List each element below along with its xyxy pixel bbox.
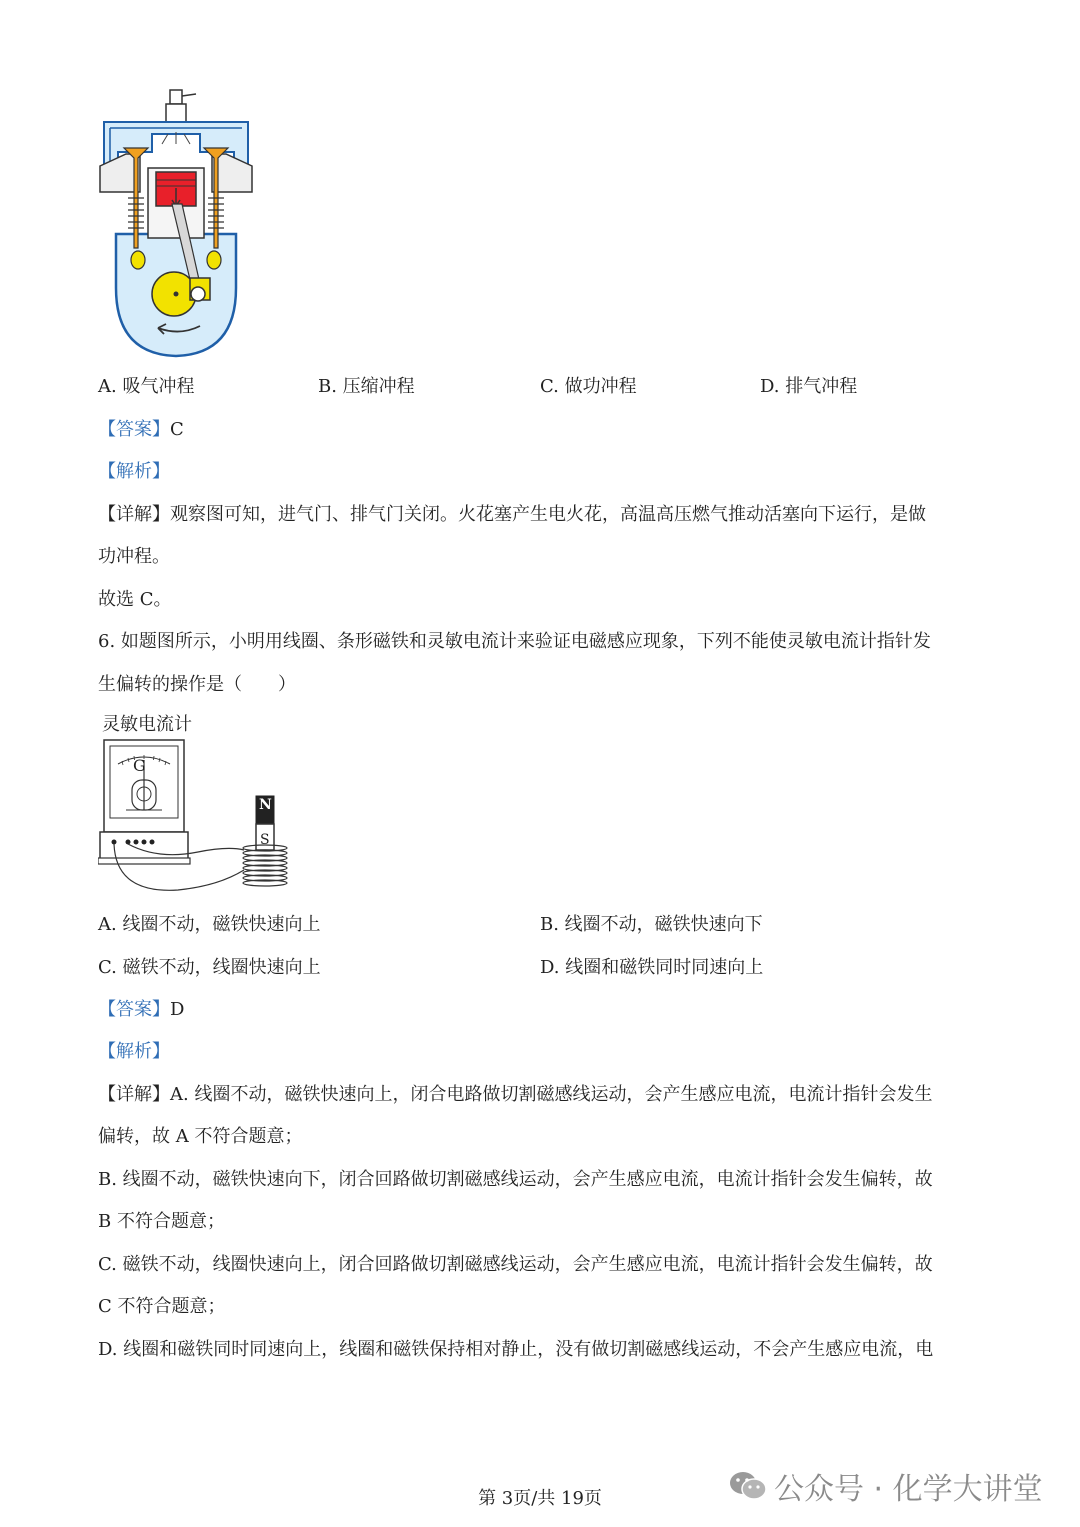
q6-analysis-tag: 【解析】: [98, 1041, 170, 1062]
galvanometer-diagram: [98, 734, 294, 896]
q5-option-d: D. 排气冲程: [760, 376, 858, 397]
q5-conclusion: 故选 C。: [98, 589, 172, 610]
galvanometer-letter: G: [133, 756, 146, 775]
q5-option-b: B. 压缩冲程: [318, 376, 415, 397]
q6-detail-2: 偏转，故 A 不符合题意；: [98, 1126, 303, 1147]
q5-option-a: A. 吸气冲程: [98, 376, 195, 397]
q6-question-1: 6. 如题图所示，小明用线圈、条形磁铁和灵敏电流计来验证电磁感应现象，下列不能使灵敏电流计指针发: [98, 631, 931, 652]
q5-detail-2: 功冲程。: [98, 546, 170, 567]
magnet-south-label: S: [260, 832, 270, 848]
q5-answer-tag: 【答案】: [98, 419, 170, 440]
q5-answer-line: [98, 419, 184, 441]
q6-question-2: 生偏转的操作是（ ）: [98, 674, 296, 695]
q5-detail-1: 【详解】观察图可知，进气门、排气门关闭。火花塞产生电火花，高温高压燃气推动活塞向下运行，是做: [98, 504, 926, 525]
q6-answer-tag: 【答案】: [98, 999, 170, 1020]
q6-answer-line: [98, 999, 184, 1021]
watermark-text: 公众号 · 化学大讲堂: [774, 1472, 1043, 1507]
q6-detail-5: C. 磁铁不动，线圈快速向上，闭合回路做切割磁感线运动，会产生感应电流，电流计指针会发生偏转，故: [98, 1254, 933, 1275]
engine-diagram: [96, 88, 256, 360]
wechat-icon: [728, 1470, 768, 1502]
q6-detail-7: D. 线圈和磁铁同时同速向上，线圈和磁铁保持相对静止，没有做切割磁感线运动，不会产生感应电流，电: [98, 1339, 934, 1360]
q6-detail-4: B 不符合题意；: [98, 1211, 225, 1232]
q6-option-c: C. 磁铁不动，线圈快速向上: [98, 957, 321, 978]
q6-detail-6: C 不符合题意；: [98, 1296, 226, 1317]
q6-option-d: D. 线圈和磁铁同时同速向上: [540, 957, 764, 978]
magnet-north-label: N: [259, 797, 272, 813]
watermark: [728, 1464, 1043, 1508]
q5-analysis-tag: 【解析】: [98, 461, 170, 482]
q6-answer: D: [170, 999, 185, 1020]
q6-detail-1: 【详解】A. 线圈不动，磁铁快速向上，闭合电路做切割磁感线运动，会产生感应电流，电流计指针会发生: [98, 1084, 933, 1105]
page-number: 第 3页/共 19页: [478, 1488, 602, 1509]
q6-option-a: A. 线圈不动，磁铁快速向上: [98, 914, 321, 935]
q6-detail-3: B. 线圈不动，磁铁快速向下，闭合回路做切割磁感线运动，会产生感应电流，电流计指针会发生偏转，故: [98, 1169, 933, 1190]
q5-option-c: C. 做功冲程: [540, 376, 637, 397]
q5-answer: C: [170, 419, 184, 440]
q6-option-b: B. 线圈不动，磁铁快速向下: [540, 914, 763, 935]
q6-figure-label: 灵敏电流计: [102, 714, 192, 735]
